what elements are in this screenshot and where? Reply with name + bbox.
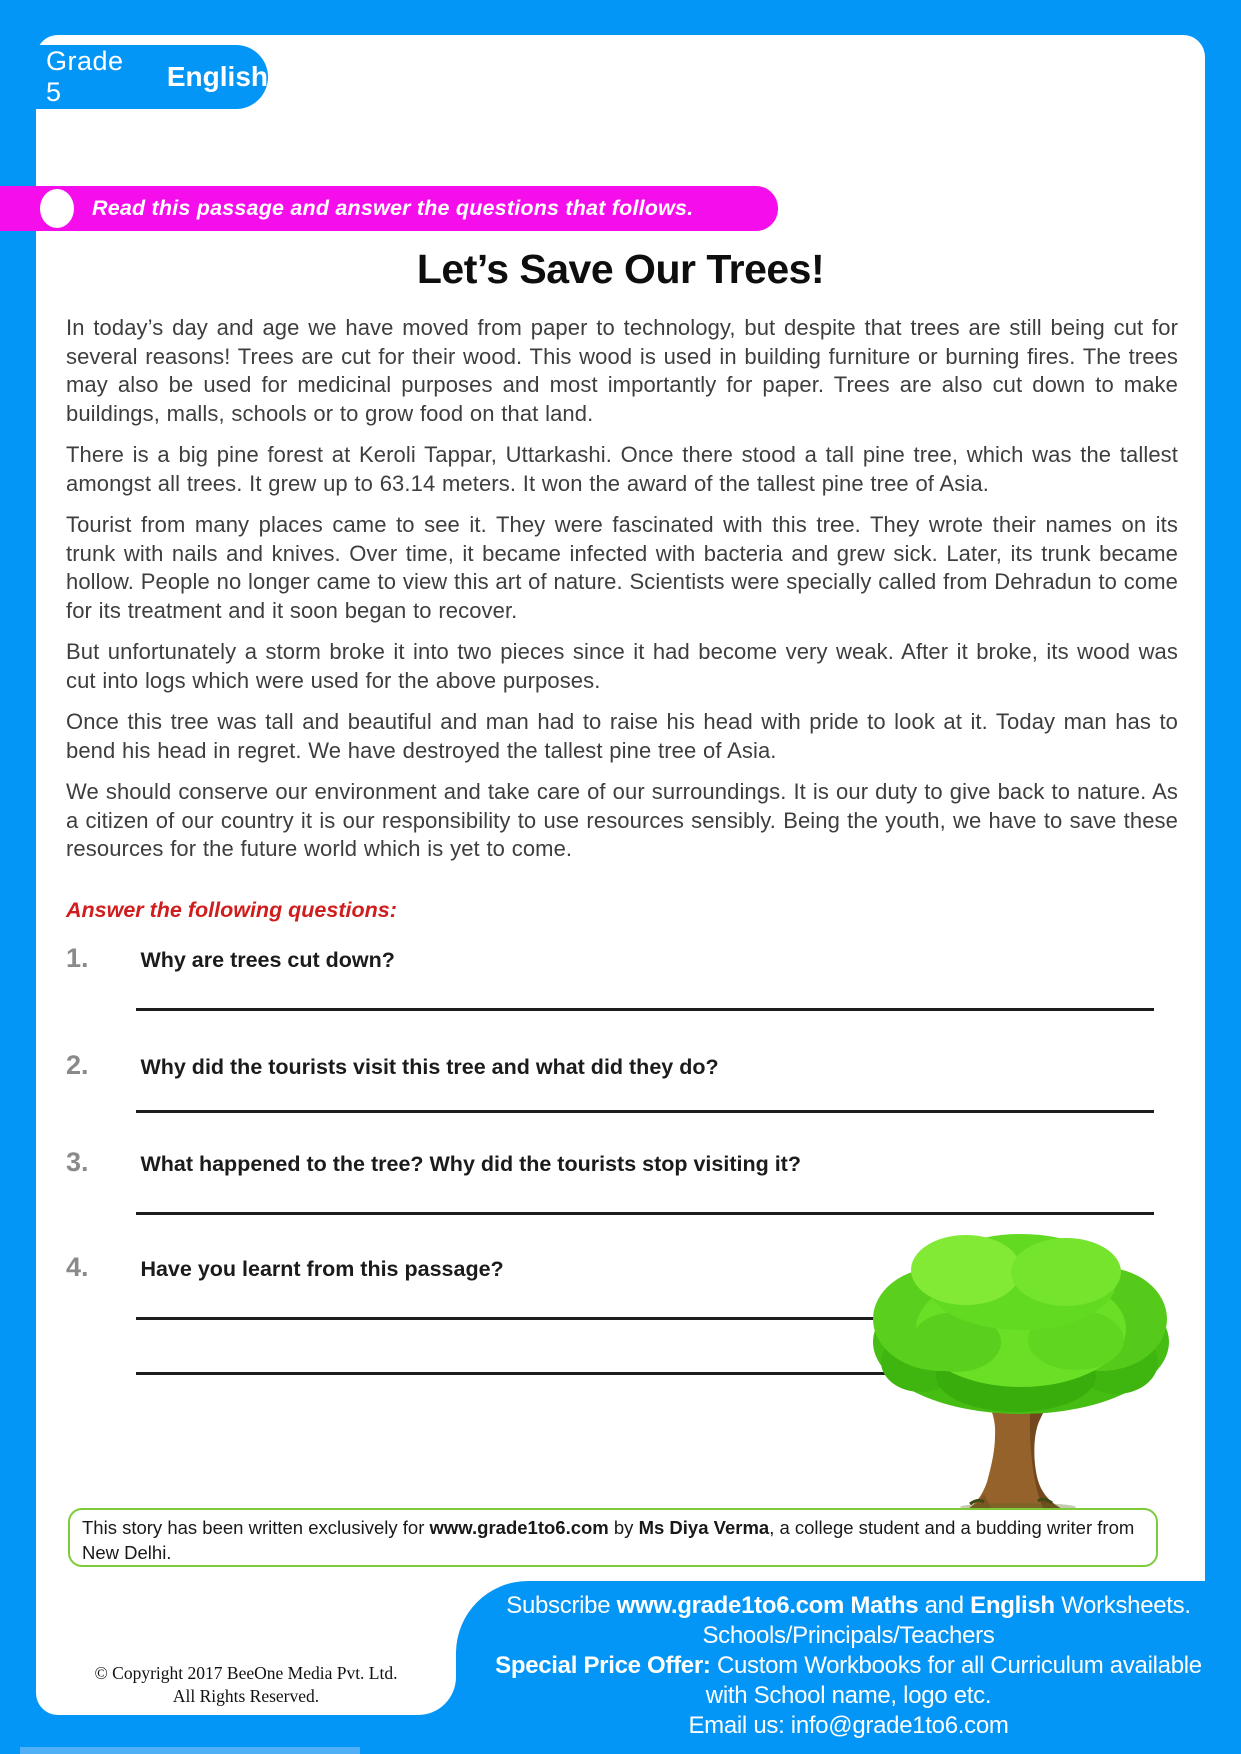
passage-title: Let’s Save Our Trees! <box>416 246 825 292</box>
passage-paragraph: But unfortunately a storm broke it into two pieces since it had become very weak. After it broke, its wood was cut into logs which were used for the above purposes. <box>66 639 1178 693</box>
answer-line <box>136 1008 1154 1011</box>
answer-line <box>136 1372 898 1375</box>
passage-paragraph: Tourist from many places came to see it. They were fascinated with this tree. They wrote their names on its trunk with nails and knives. Over time, it became infected with bacteria and grew sick. Later, its trunk became hollow. People no longer came to view this art of nature. Scientists were specially called from Dehradun to come for its treatment and it soon began to recover. <box>66 512 1178 623</box>
bottom-accent-strip <box>20 1747 360 1754</box>
passage-paragraph: In today’s day and age we have moved from paper to technology, but despite that trees are still being cut for several reasons! Trees are cut for their wood. This wood is used in building furniture or burning fires. The trees may also be used for medicinal purposes and most importantly for paper. Trees are also cut down to make buildings, malls, schools or to grow food on that land. <box>66 315 1178 426</box>
footer-subscribe-line: Subscribe www.grade1to6.com Maths and English Worksheets. <box>506 1592 1191 1619</box>
question-text: Why did the tourists visit this tree and what did they do? <box>140 1055 719 1079</box>
answer-line <box>136 1212 1154 1215</box>
question-number: 4. <box>66 1252 89 1282</box>
tree-illustration <box>866 1224 1170 1510</box>
question-number: 3. <box>66 1147 89 1177</box>
question-number: 2. <box>66 1050 89 1080</box>
instruction-text: Read this passage and answer the questions that follows. <box>92 196 694 220</box>
answer-line <box>136 1317 898 1320</box>
passage-paragraph: Once this tree was tall and beautiful and man had to raise his head with pride to look at it. Today man has to bend his head in regret. We have destroyed the tallest pine tree of Asia. <box>66 709 1178 763</box>
passage-paragraph: We should conserve our environment and take care of our surroundings. It is our duty to give back to nature. As a citizen of our country it is our responsibility to use resources sensibly. Being the youth, we have to save these resources for the future world which is yet to come. <box>66 779 1178 861</box>
question-text: What happened to the tree? Why did the tourists stop visiting it? <box>140 1152 801 1176</box>
bullet-oval-icon <box>40 189 74 228</box>
grade-label: Grade 5 <box>46 46 124 107</box>
passage-body <box>66 314 1178 877</box>
question-number: 1. <box>66 943 89 973</box>
question-1 <box>66 943 1178 974</box>
credit-site: www.grade1to6.com <box>429 1517 609 1538</box>
footer-offer-line: Special Price Offer: Custom Workbooks for all Curriculum available <box>495 1652 1202 1679</box>
question-3 <box>66 1147 1178 1178</box>
footer-audience-line: Schools/Principals/Teachers <box>702 1622 995 1649</box>
footer-email-line: Email us: info@grade1to6.com <box>688 1712 1009 1739</box>
subject-label: English <box>166 61 268 92</box>
questions-heading: Answer the following questions: <box>66 898 397 922</box>
answer-line <box>136 1110 1154 1113</box>
footer-customization-line: with School name, logo etc. <box>705 1682 992 1709</box>
copyright-line-2: All Rights Reserved. <box>172 1686 320 1706</box>
grade-subject-tab <box>0 45 268 109</box>
credit-note: This story has been written exclusively for www.grade1to6.com by Ms Diya Verma, a college student and a budding writer from New Delhi. <box>68 1508 1158 1567</box>
instruction-banner <box>0 186 778 231</box>
copyright-line-1: © Copyright 2017 BeeOne Media Pvt. Ltd. <box>94 1663 398 1683</box>
credit-author: Ms Diya Verma <box>638 1517 770 1538</box>
question-text: Why are trees cut down? <box>140 948 395 972</box>
passage-paragraph: There is a big pine forest at Keroli Tappar, Uttarkashi. Once there stood a tall pine tree, which was the tallest amongst all trees. It grew up to 63.14 meters. It won the award of the tallest pine tree of Asia. <box>66 442 1178 496</box>
question-2 <box>66 1050 1178 1081</box>
copyright-text <box>36 1662 456 1708</box>
footer-promo <box>456 1581 1241 1754</box>
credit-text: This story has been written exclusively for <box>82 1517 430 1538</box>
question-text: Have you learnt from this passage? <box>140 1257 504 1281</box>
